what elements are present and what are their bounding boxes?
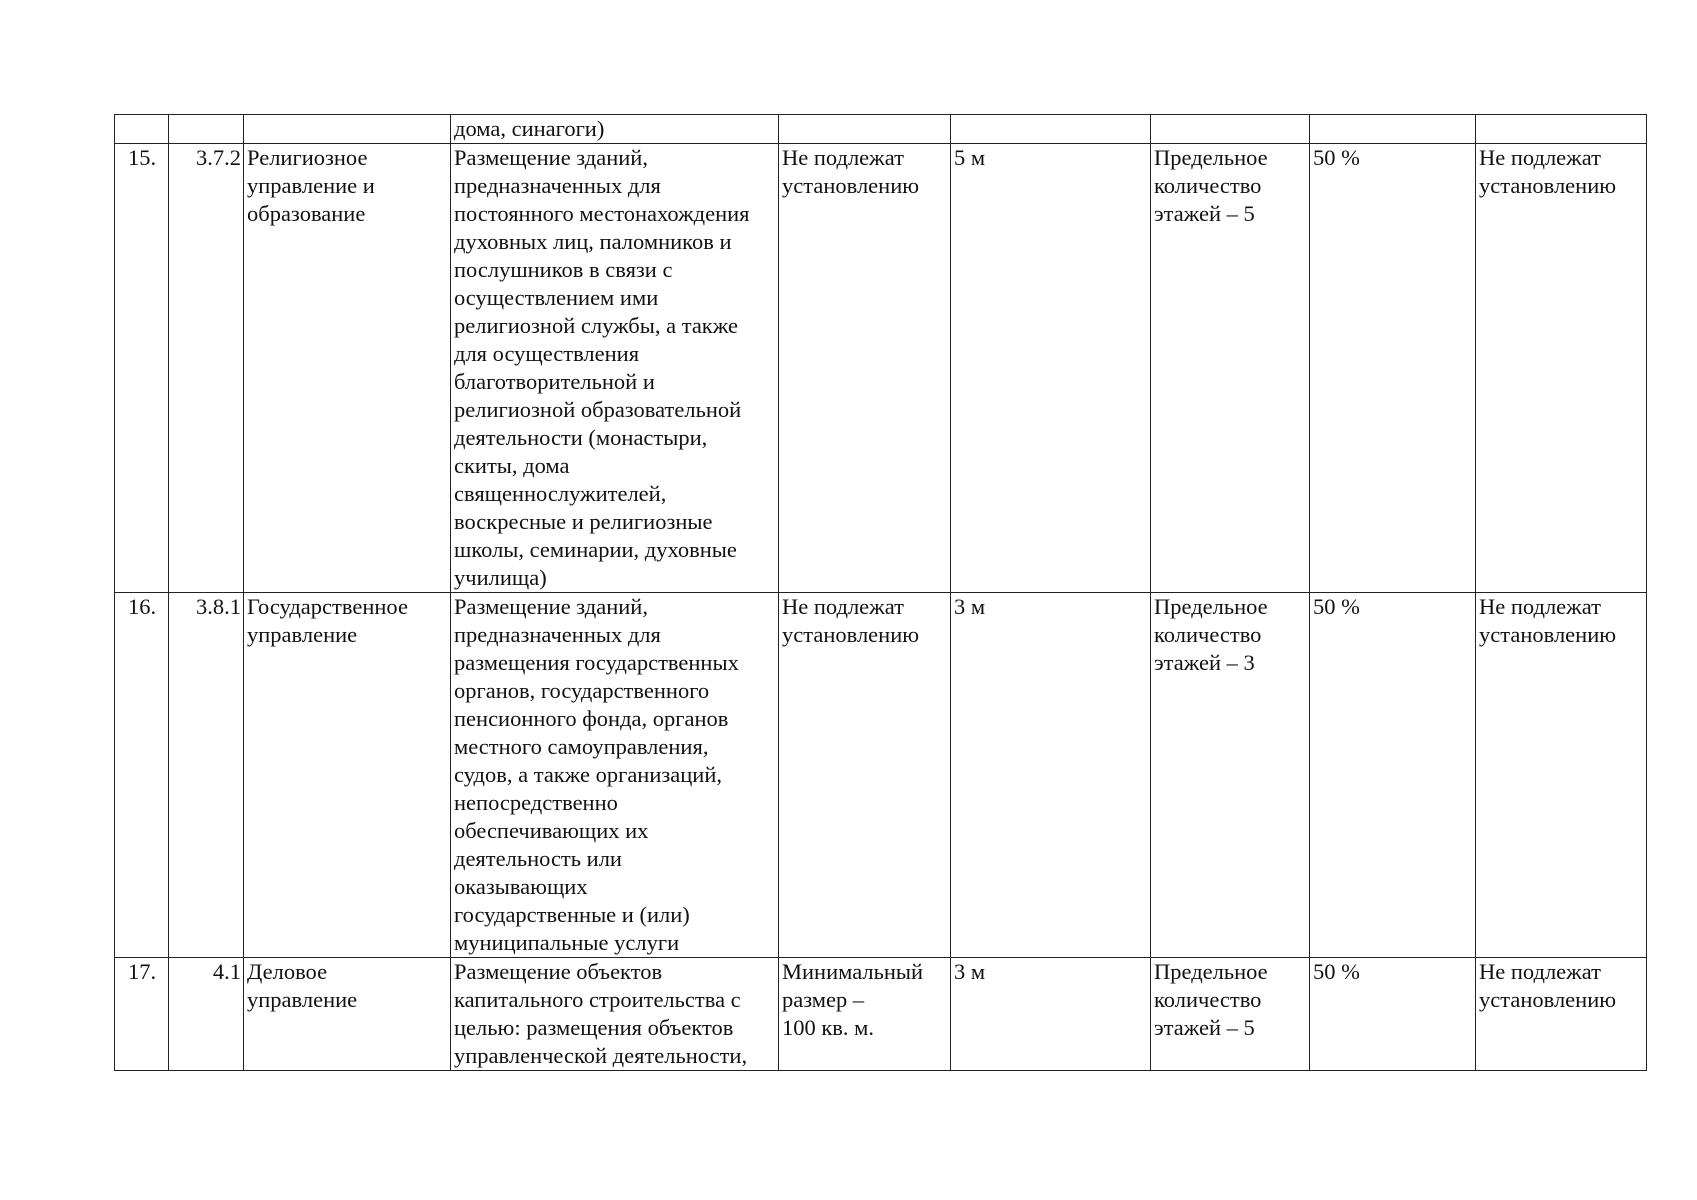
setback-cell: 3 м <box>951 958 1151 1071</box>
floors-cell: Предельное количество этажей – 3 <box>1151 593 1310 958</box>
use-description-cell: дома, синагоги) <box>451 115 779 144</box>
use-code-cell: 4.1 <box>169 958 244 1071</box>
coverage-cell: 50 % <box>1310 593 1476 958</box>
use-name-cell: Религиозное управление и образование <box>244 144 451 593</box>
use-code-cell: 3.7.2 <box>169 144 244 593</box>
setback-cell <box>951 115 1151 144</box>
use-description-cell: Размещение объектов капитального строительства с целью: размещения объектов управленческой деятельности, <box>451 958 779 1071</box>
zoning-regulations-table <box>114 114 1647 1071</box>
restrictions-cell <box>1476 115 1647 144</box>
restrictions-cell: Не подлежат установлению <box>1476 958 1647 1071</box>
floors-cell: Предельное количество этажей – 5 <box>1151 958 1310 1071</box>
coverage-cell: 50 % <box>1310 958 1476 1071</box>
coverage-cell <box>1310 115 1476 144</box>
row-number-cell: 16. <box>115 593 169 958</box>
use-code-cell: 3.8.1 <box>169 593 244 958</box>
min-area-cell: Минимальный размер – 100 кв. м. <box>779 958 951 1071</box>
coverage-cell: 50 % <box>1310 144 1476 593</box>
restrictions-cell: Не подлежат установлению <box>1476 144 1647 593</box>
use-name-cell: Государственное управление <box>244 593 451 958</box>
setback-cell: 3 м <box>951 593 1151 958</box>
setback-cell: 5 м <box>951 144 1151 593</box>
use-description-cell: Размещение зданий, предназначенных для постоянного местонахождения духовных лиц, паломников и послушников в связи с осуществлением ими религиозной службы, а также для осуществления благотворительной и религиозной образовательной деятельности (монастыри, скиты, дома священнослужителей, воскресные и религиозные школы, семинарии, духовные училища) <box>451 144 779 593</box>
min-area-cell: Не подлежат установлению <box>779 593 951 958</box>
use-description-cell: Размещение зданий, предназначенных для размещения государственных органов, государственного пенсионного фонда, органов местного самоуправления, судов, а также организаций, непосредственно обеспечивающих их деятельность или оказывающих государственные и (или) муниципальные услуги <box>451 593 779 958</box>
table-row <box>115 593 1647 958</box>
row-number-cell: 15. <box>115 144 169 593</box>
use-code-cell <box>169 115 244 144</box>
row-number-cell: 17. <box>115 958 169 1071</box>
row-number-cell <box>115 115 169 144</box>
min-area-cell: Не подлежат установлению <box>779 144 951 593</box>
use-name-cell: Деловое управление <box>244 958 451 1071</box>
table-row <box>115 144 1647 593</box>
min-area-cell <box>779 115 951 144</box>
floors-cell: Предельное количество этажей – 5 <box>1151 144 1310 593</box>
table-row <box>115 115 1647 144</box>
use-name-cell <box>244 115 451 144</box>
restrictions-cell: Не подлежат установлению <box>1476 593 1647 958</box>
table-row <box>115 958 1647 1071</box>
floors-cell <box>1151 115 1310 144</box>
